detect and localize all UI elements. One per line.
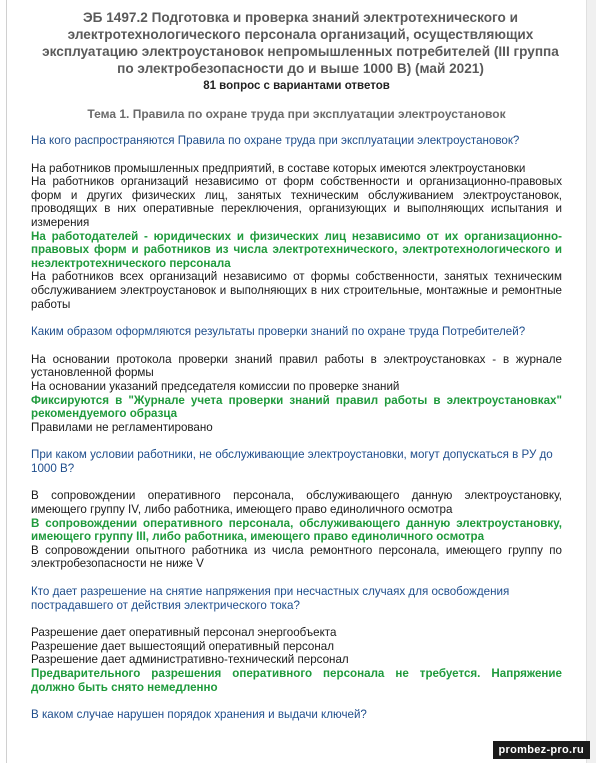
question-block <box>31 448 562 571</box>
answer-option: На основании указаний председателя комиссии по проверке знаний <box>31 379 400 393</box>
question-text: На кого распространяются Правила по охране труда при эксплуатации электроустановок? <box>31 134 520 147</box>
answer-option-correct: В сопровождении оперативного персонала, обслуживающего данную электроустановку, имеющего группу III, либо работника, имеющего право единоличного осмотра <box>31 516 562 544</box>
answer-option: Разрешение дает вышестоящий оперативный персонал <box>31 639 334 653</box>
question-block <box>31 708 562 722</box>
question-text: В каком случае нарушен порядок хранения и выдачи ключей? <box>31 708 367 722</box>
question-text: Кто дает разрешение на снятие напряжения при несчастных случаях для освобождения пострадавшего от действия электрического тока? <box>31 585 510 612</box>
topic-heading: Тема 1. Правила по охране труда при эксплуатации электроустановок <box>87 107 506 121</box>
question-text: Каким образом оформляются результаты проверки знаний по охране труда Потребителей? <box>31 325 526 339</box>
answer-option: Правилами не регламентировано <box>31 420 213 434</box>
site-watermark: prombez-pro.ru <box>493 741 590 759</box>
answer-option-correct: Предварительного разрешения оперативного персонала не требуется. Напряжение должно быть снято немедленно <box>31 667 562 694</box>
question-block <box>31 325 562 434</box>
vertical-scrollbar[interactable] <box>586 0 596 763</box>
document-title: ЭБ 1497.2 Подготовка и проверка знаний электротехнического и электротехнологического персонала организаций, осуществляющих эксплуатацию электроустановок непромышленных потребителей (III группа по электробезопасности до и выше 1000 В) (май 2021) <box>42 10 559 76</box>
answer-option: Разрешение дает административно-технический персонал <box>31 653 349 667</box>
answer-option: В сопровождении опытного работника из числа ремонтного персонала, имеющего группу по электробезопасности не ниже V <box>31 543 562 571</box>
answer-option-correct: На работодателей - юридических и физических лиц независимо от их организационно-правовых форм и работников из числа электротехнического, электротехнологического и неэлектротехнического персонала <box>31 229 562 270</box>
answer-option: На работников всех организаций независимо от формы собственности, занятых техническим обслуживанием электроустановок и выполняющих в них строительные, монтажные и ремонтные работы <box>31 270 562 311</box>
questions-list <box>31 130 562 736</box>
answer-option: На работников промышленных предприятий, в составе которых имеются электроустановки <box>31 161 526 175</box>
answer-option: На основании протокола проверки знаний правил работы в электроустановках - в журнале установленной формы <box>31 352 562 380</box>
document-subtitle: 81 вопрос с вариантами ответов <box>203 80 390 92</box>
answer-option-correct: Фиксируются в "Журнале учета проверки знаний правил работы в электроустановках" рекомендуемого образца <box>31 393 562 421</box>
question-block <box>31 134 562 311</box>
answer-option: На работников организаций независимо от форм собственности и организационно-правовых форм и других физических лиц, занятых техническим обслуживанием электроустановок, проводящих в них оперативные переключения, организующих и выполняющих испытания и измерения <box>31 175 562 229</box>
question-text: При каком условии работники, не обслуживающие электроустановки, могут допускаться в РУ до 1000 В? <box>31 448 553 475</box>
document-page <box>6 0 587 763</box>
answer-option: В сопровождении оперативного персонала, обслуживающего данную электроустановку, имеющего группу IV, либо работника, имеющего право единоличного осмотра <box>31 489 562 517</box>
answer-option: Разрешение дает оперативный персонал энергообъекта <box>31 626 337 640</box>
question-block <box>31 585 562 694</box>
